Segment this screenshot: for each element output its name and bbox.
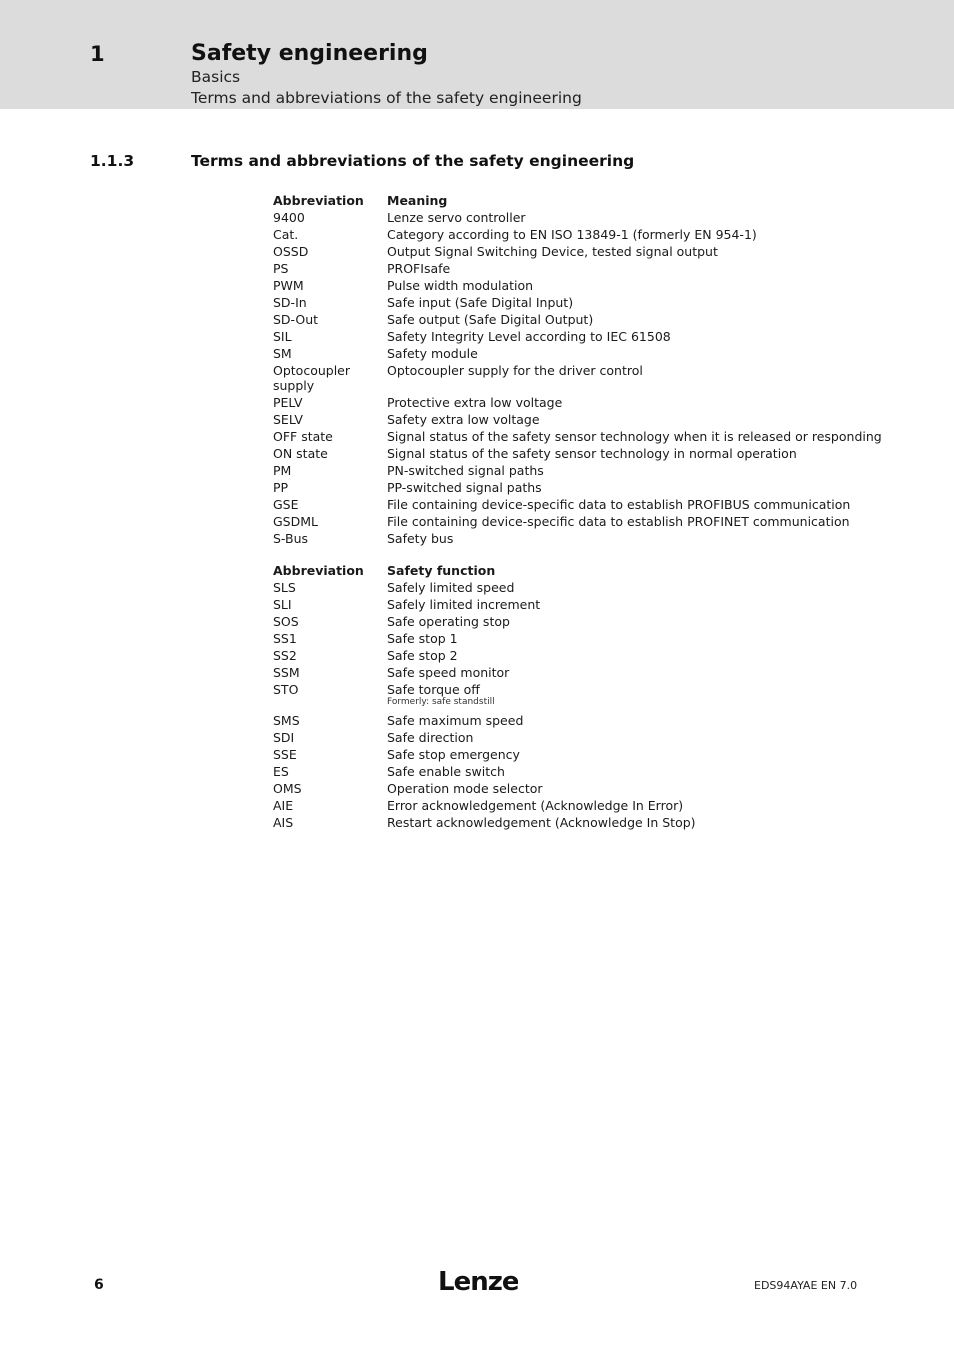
- abbreviation-cell: SSM: [273, 665, 300, 680]
- table-row: [273, 278, 954, 295]
- table-row: [273, 429, 954, 446]
- abbreviation-cell: ES: [273, 764, 289, 779]
- table-row: [273, 363, 954, 395]
- safety-function-cell: Error acknowledgement (Acknowledge In Error): [387, 798, 684, 813]
- meaning-cell: Safety module: [387, 346, 478, 361]
- safety-function-cell: Operation mode selector: [387, 781, 543, 796]
- abbreviation-cell: SS2: [273, 648, 297, 663]
- meaning-cell: Optocoupler supply for the driver control: [387, 363, 643, 378]
- safety-function-cell: Safe stop 2: [387, 648, 458, 663]
- abbreviation-cell: GSE: [273, 497, 299, 512]
- abbreviation-cell: SELV: [273, 412, 303, 427]
- table-row: [273, 346, 954, 363]
- table-row: [273, 312, 954, 329]
- safety-function-cell: Safely limited speed: [387, 580, 515, 595]
- table-row: [273, 244, 954, 261]
- table-row: [273, 764, 954, 781]
- abbreviation-cell: SD-In: [273, 295, 307, 310]
- table-row: [273, 798, 954, 815]
- abbreviation-line-2: supply: [273, 378, 315, 393]
- meaning-cell: Safety extra low voltage: [387, 412, 540, 427]
- logo-text: Lenze: [438, 1267, 518, 1297]
- column-header-safety-function: Safety function: [387, 563, 496, 578]
- table-row: [273, 597, 954, 614]
- abbreviation-cell: GSDML: [273, 514, 318, 529]
- table-row: [273, 412, 954, 429]
- abbreviation-cell: OSSD: [273, 244, 309, 259]
- safety-function-cell: Safe stop emergency: [387, 747, 520, 762]
- meaning-cell: PROFIsafe: [387, 261, 451, 276]
- abbreviation-cell: SOS: [273, 614, 299, 629]
- abbreviation-line-1: Optocoupler: [273, 363, 351, 378]
- meaning-cell: Category according to EN ISO 13849-1 (formerly EN 954-1): [387, 227, 757, 242]
- safety-function-cell: Safe stop 1: [387, 631, 458, 646]
- column-header-abbreviation: Abbreviation: [273, 193, 364, 208]
- table-row: [273, 730, 954, 747]
- chapter-number: 1: [90, 42, 105, 66]
- meaning-cell: Safe input (Safe Digital Input): [387, 295, 574, 310]
- abbreviation-cell: SD-Out: [273, 312, 319, 327]
- table-header-row: [273, 193, 954, 210]
- table-row: [273, 261, 954, 278]
- table-row: [273, 648, 954, 665]
- table-row: [273, 210, 954, 227]
- table-row: [273, 531, 954, 548]
- abbreviation-cell: SIL: [273, 329, 292, 344]
- column-header-meaning: Meaning: [387, 193, 448, 208]
- abbreviations-table: [273, 193, 954, 548]
- meaning-cell: Signal status of the safety sensor technology when it is released or responding: [387, 429, 882, 444]
- section-title: Terms and abbreviations of the safety engineering: [191, 152, 635, 170]
- table-row: [273, 227, 954, 244]
- meaning-cell: Lenze servo controller: [387, 210, 526, 225]
- abbreviation-cell: SMS: [273, 713, 300, 728]
- safety-function-cell: Safe operating stop: [387, 614, 510, 629]
- safety-function-cell: Safe direction: [387, 730, 474, 745]
- abbreviation-cell: Cat.: [273, 227, 299, 242]
- meaning-cell: Output Signal Switching Device, tested signal output: [387, 244, 718, 259]
- table-row: [273, 446, 954, 463]
- abbreviation-cell: PS: [273, 261, 289, 276]
- abbreviation-cell: OMS: [273, 781, 302, 796]
- safety-function-cell: Safe speed monitor: [387, 665, 510, 680]
- abbreviation-cell: AIE: [273, 798, 294, 813]
- safety-functions-table: [273, 563, 954, 832]
- abbreviation-cell: PM: [273, 463, 292, 478]
- table-row: [273, 682, 954, 713]
- abbreviation-cell: OFF state: [273, 429, 333, 444]
- table-row: [273, 395, 954, 412]
- safety-function-cell: Safe maximum speed: [387, 713, 524, 728]
- meaning-cell: Safe output (Safe Digital Output): [387, 312, 594, 327]
- table-row: [273, 497, 954, 514]
- footnote-text: Formerly: safe standstill: [387, 697, 495, 707]
- table-row: [273, 463, 954, 480]
- meaning-cell: File containing device-specific data to establish PROFINET communication: [387, 514, 850, 529]
- section-number: 1.1.3: [90, 152, 135, 170]
- table-row: [273, 631, 954, 648]
- table-row: [273, 713, 954, 730]
- meaning-cell: PN-switched signal paths: [387, 463, 544, 478]
- table-header-row: [273, 563, 954, 580]
- table-row: [273, 514, 954, 531]
- abbreviation-cell: SDI: [273, 730, 295, 745]
- abbreviation-cell: STO: [273, 682, 299, 697]
- table-row: [273, 815, 954, 832]
- abbreviation-cell: PELV: [273, 395, 303, 410]
- meaning-cell: Safety bus: [387, 531, 454, 546]
- safety-function-text: Safe torque off: [387, 682, 480, 697]
- safety-function-cell: Safely limited increment: [387, 597, 541, 612]
- meaning-cell: Signal status of the safety sensor technology in normal operation: [387, 446, 797, 461]
- abbreviation-cell: [273, 363, 387, 395]
- abbreviation-cell: AIS: [273, 815, 294, 830]
- safety-function-cell: [387, 682, 954, 713]
- safety-function-cell: Restart acknowledgement (Acknowledge In Stop): [387, 815, 696, 830]
- abbreviation-cell: S-Bus: [273, 531, 309, 546]
- column-header-abbreviation: Abbreviation: [273, 563, 364, 578]
- abbreviation-cell: SSE: [273, 747, 297, 762]
- table-row: [273, 580, 954, 597]
- chapter-title: Safety engineering: [191, 41, 428, 66]
- abbreviation-cell: PP: [273, 480, 289, 495]
- abbreviation-cell: 9400: [273, 210, 305, 225]
- table-row: [273, 665, 954, 682]
- safety-function-cell: Safe enable switch: [387, 764, 505, 779]
- abbreviation-cell: PWM: [273, 278, 304, 293]
- document-id: EDS94AYAE EN 7.0: [754, 1279, 858, 1292]
- abbreviation-cell: SM: [273, 346, 292, 361]
- abbreviation-cell: ON state: [273, 446, 328, 461]
- meaning-cell: PP-switched signal paths: [387, 480, 542, 495]
- table-row: [273, 747, 954, 764]
- abbreviation-cell: SLI: [273, 597, 292, 612]
- page-number: 6: [94, 1277, 104, 1293]
- table-row: [273, 295, 954, 312]
- table-row: [273, 781, 954, 798]
- abbreviation-cell: SS1: [273, 631, 297, 646]
- table-row: [273, 480, 954, 497]
- meaning-cell: Protective extra low voltage: [387, 395, 563, 410]
- abbreviation-cell: SLS: [273, 580, 296, 595]
- breadcrumb-terms: Terms and abbreviations of the safety engineering: [191, 89, 582, 107]
- meaning-cell: Safety Integrity Level according to IEC 61508: [387, 329, 671, 344]
- breadcrumb-basics: Basics: [191, 68, 241, 86]
- lenze-logo: [438, 1265, 518, 1297]
- table-row: [273, 329, 954, 346]
- meaning-cell: Pulse width modulation: [387, 278, 534, 293]
- table-row: [273, 614, 954, 631]
- meaning-cell: File containing device-specific data to establish PROFIBUS communication: [387, 497, 851, 512]
